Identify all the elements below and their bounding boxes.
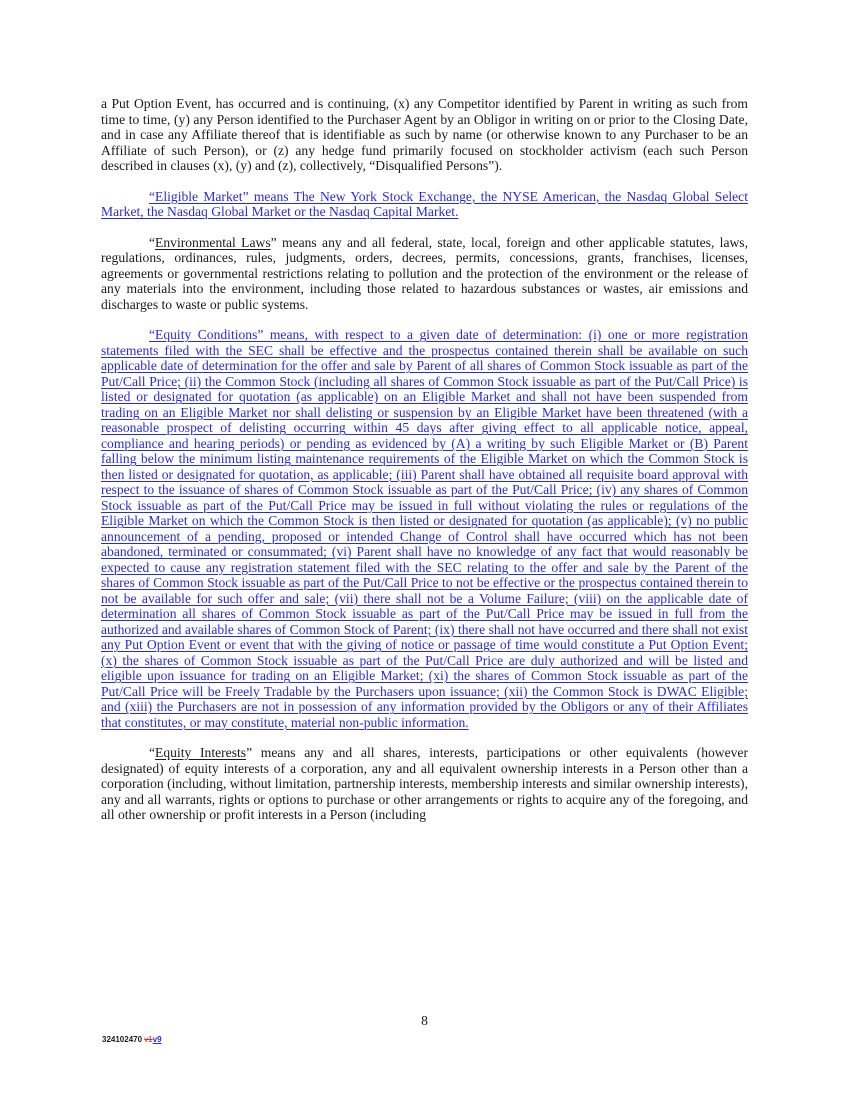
definition-text-equity-interests: ” means any and all shares, interests, participations or other equivalents (however designated) of equity interests of a corporation, any and all equivalent ownership interests in a Person other than a corporation (including, without limitation, partnership interests, membership interests and similar ownership interests), any and all warrants, rights or options to purchase or other arrangements or rights to acquire any of the foregoing, and all other ownership or profit interests in a Person (including [101,745,748,822]
definition-equity-conditions [101,327,748,730]
inserted-version: v9 [152,1035,162,1044]
open-quote: “ [149,745,156,760]
document-id-footer [102,1035,162,1044]
defined-term-equity-interests: Equity Interests [155,745,247,760]
definition-environmental-laws [101,235,748,313]
definition-eligible-market [101,189,748,220]
doc-number: 324102470 [102,1035,145,1044]
inserted-text-eligible-market: “Eligible Market” means The New York Stock Exchange, the NYSE American, the Nasdaq Global Select Market, the Nasdaq Global Market or the Nasdaq Capital Market. [101,188,748,219]
definition-equity-interests [101,745,748,823]
open-quote: “ [149,234,156,250]
page-number: 8 [421,1013,428,1028]
paragraph-disqualified-persons: a Put Option Event, has occurred and is continuing, (x) any Competitor identified by Parent in writing as such from time to time, (y) any Person identified to the Purchaser Agent by an Obligor in writing on or prior to the Closing Date, and in case any Affiliate thereof that is identifiable as such by name (or otherwise known to any Purchaser to be an Affiliate of such Person), or (z) any hedge fund primarily focused on stockholder activism (each such Person described in clauses (x), (y) and (z), collectively, “Disqualified Persons”). [101,96,748,173]
inserted-text-equity-conditions: “Equity Conditions” means, with respect to a given date of determination: (i) one or more registration statements filed with the SEC shall be effective and the prospectus contained therein shall be available on such applicable date of determination for the offer and sale by Parent of all shares of Common Stock issuable as part of the Put/Call Price; (ii) the Common Stock (including all shares of Common Stock issuable as part of the Put/Call Price) is listed or designated for quotation (as applicable) on an Eligible Market and shall not have been suspended from trading on an Eligible Market nor shall delisting or suspension by an Eligible Market have been threatened (with a reasonable prospect of delisting occurring within 45 days after giving effect to all applicable notice, appeal, compliance and hearing periods) or pending as evidenced by (A) a writing by such Eligible Market or (B) Parent falling below the minimum listing maintenance requirements of the Eligible Market on which the Common Stock is then listed or designated for quotation, as applicable; (iii) Parent shall have obtained all requisite board approval with respect to the issuance of shares of Common Stock issuable as part of the Put/Call Price; (iv) any shares of Common Stock issuable as part of the Put/Call Price may be issued in full without violating the rules or regulations of the Eligible Market on which the Common Stock is then listed or designated for quotation (as applicable); (v) no public announcement of a pending, proposed or intended Change of Control shall have occurred which has not been abandoned, terminated or consummated; (vi) Parent shall have no knowledge of any fact that would reasonably be expected to cause any registration statement filed with the SEC relating to the offer and sale by the Parent of the shares of Common Stock issuable as part of the Put/Call Price to not be effective or the prospectus contained therein to not be available for such offer and sale; (vii) there shall not be a Volume Failure; (viii) on the applicable date of determination all shares of Common Stock issuable as part of the Put/Call Price may be issued in full from the authorized and available shares of Common Stock of Parent; (ix) there shall not have occurred and there shall not exist any Put Option Event or event that with the giving of notice or passage of time would constitute a Put Option Event; (x) the shares of Common Stock issuable as part of the Put/Call Price are duly authorized and will be listed and eligible upon issuance for trading on an Eligible Market; (xi) the shares of Common Stock issuable as part of the Put/Call Price will be Freely Tradable by the Purchasers upon issuance; (xii) the Common Stock is DWAC Eligible; and (xiii) the Purchasers are not in possession of any information provided by the Obligors or any of their Affiliates that constitutes, or may constitute, material non-public information. [101,327,748,730]
deleted-version: v1 [144,1035,153,1044]
definition-text-environmental-laws: ” means any and all federal, state, local, foreign and other applicable statutes, laws, regulations, ordinances, rules, judgments, orders, decrees, permits, concessions, grants, franchises, licenses, agreements or governmental restrictions relating to pollution and the protection of the environment or the release of any materials into the environment, including those related to hazardous substances or wastes, air emissions and discharges to waste or public systems. [101,234,748,312]
page-body [101,96,748,838]
defined-term-environmental-laws: Environmental Laws [155,234,271,250]
